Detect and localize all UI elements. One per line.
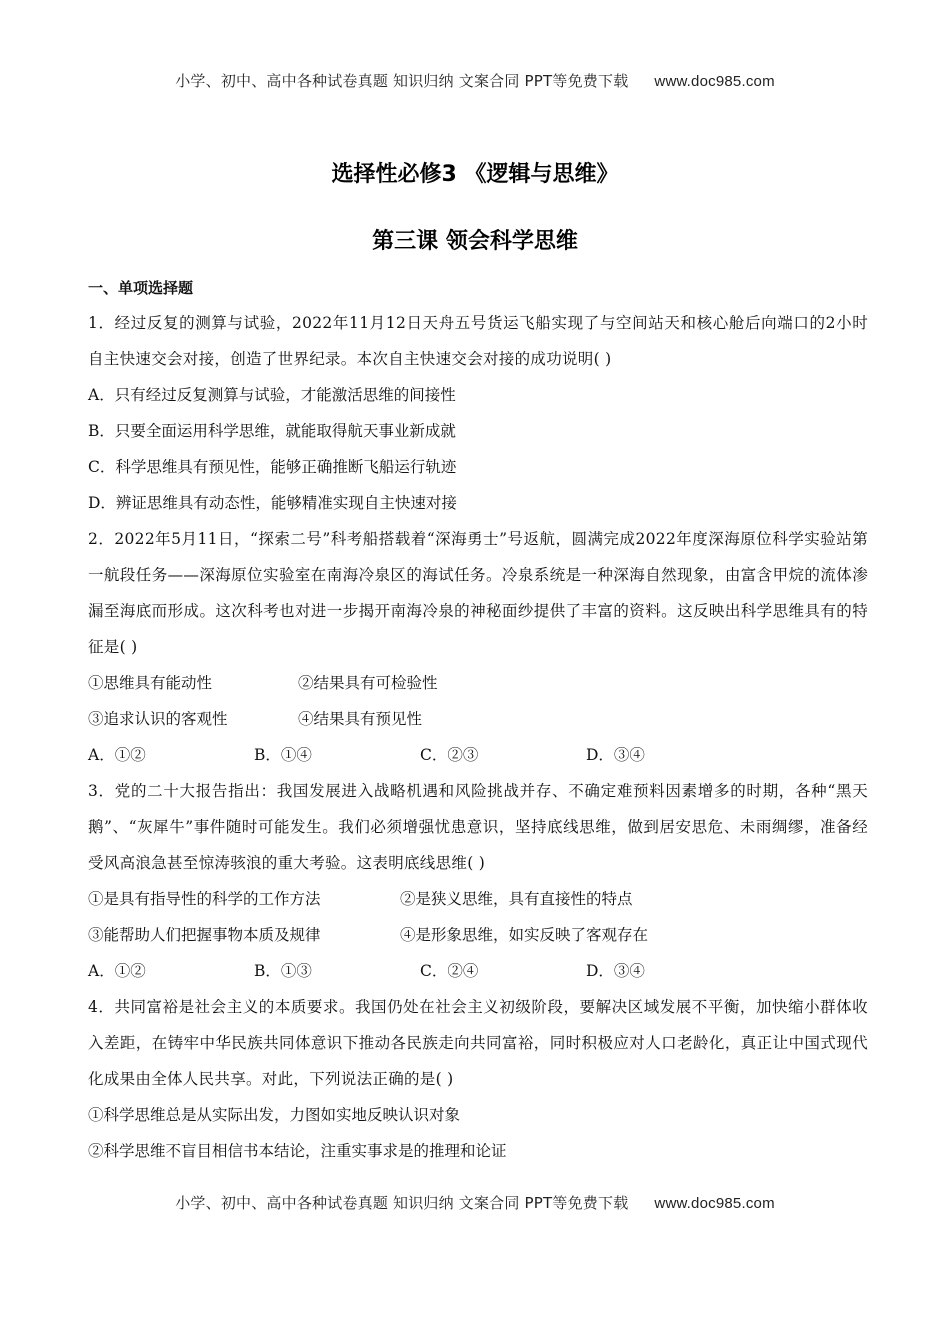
question-2-answer-d: D．③④ <box>586 746 645 764</box>
question-2-item-2: ②结果具有可检验性 <box>298 674 438 692</box>
question-2-answers <box>88 737 868 773</box>
question-3-item-2: ②是狭义思维，具有直接性的特点 <box>400 890 633 908</box>
question-3-answer-b: B．①③ <box>254 962 312 980</box>
question-list <box>88 277 868 1169</box>
page-header <box>0 70 950 91</box>
question-1-option-d: D．辨证思维具有动态性，能够精准实现自主快速对接 <box>88 494 457 512</box>
question-1-stem: 1．经过反复的测算与试验，2022年11月12日天舟五号货运飞船实现了与空间站天和核心舱后向端口的2小时自主快速交会对接，创造了世界纪录。本次自主快速交会对接的成功说明( ) <box>88 314 868 368</box>
section-heading: 一、单项选择题 <box>88 279 194 297</box>
question-3-answer-a: A．①② <box>88 962 146 980</box>
question-3-answers <box>88 953 868 989</box>
question-2-items-row-2 <box>88 701 868 737</box>
question-2-item-3: ③追求认识的客观性 <box>88 710 228 728</box>
header-site-link[interactable]: www.doc985.com <box>654 73 775 90</box>
footer-site-link[interactable]: www.doc985.com <box>654 1195 775 1212</box>
lesson-title: 第三课 领会科学思维 <box>372 229 578 254</box>
question-4-stem: 4．共同富裕是社会主义的本质要求。我国仍处在社会主义初级阶段，要解决区域发展不平衡，加快缩小群体收入差距，在铸牢中华民族共同体意识下推动各民族走向共同富裕，同时积极应对人口老龄化，真正让中国式现代化成果由全体人民共享。对此，下列说法正确的是( ) <box>88 998 868 1088</box>
question-4-item-1: ①科学思维总是从实际出发，力图如实地反映认识对象 <box>88 1106 461 1124</box>
question-3-answer-c: C．②④ <box>420 962 479 980</box>
question-2-item-4: ④结果具有预见性 <box>298 710 423 728</box>
question-3-items-row-2 <box>88 917 868 953</box>
document-title: 选择性必修3 《逻辑与思维》 <box>331 162 619 187</box>
question-3-item-4: ④是形象思维，如实反映了客观存在 <box>400 926 649 944</box>
question-1-option-c: C．科学思维具有预见性，能够正确推断飞船运行轨迹 <box>88 458 457 476</box>
question-2-stem: 2．2022年5月11日，“探索二号”科考船搭载着“深海勇士”号返航，圆满完成2022年度深海原位科学实验站第一航段任务——深海原位实验室在南海冷泉区的海试任务。冷泉系统是一种深海自然现象，由富含甲烷的流体渗漏至海底而形成。这次科考也对进一步揭开南海冷泉的神秘面纱提供了丰富的资料。这反映出科学思维具有的特征是( ) <box>88 530 868 656</box>
question-3-answer-d: D．③④ <box>586 962 645 980</box>
page-footer <box>0 1192 950 1213</box>
footer-text: 小学、初中、高中各种试卷真题 知识归纳 文案合同 PPT等免费下载 <box>175 1194 629 1212</box>
question-3-stem: 3．党的二十大报告指出：我国发展进入战略机遇和风险挑战并存、不确定难预料因素增多的时期，各种“黑天鹅”、“灰犀牛”事件随时可能发生。我们必须增强忧患意识，坚持底线思维，做到居安思危、未雨绸缪，准备经受风高浪急甚至惊涛骇浪的重大考验。这表明底线思维( ) <box>88 782 868 872</box>
question-1-option-a: A．只有经过反复测算与试验，才能激活思维的间接性 <box>88 386 456 404</box>
question-2-answer-c: C．②③ <box>420 746 479 764</box>
question-3-items-row-1 <box>88 881 868 917</box>
header-text: 小学、初中、高中各种试卷真题 知识归纳 文案合同 PPT等免费下载 <box>175 72 629 90</box>
question-3-item-3: ③能帮助人们把握事物本质及规律 <box>88 926 321 944</box>
question-2-item-1: ①思维具有能动性 <box>88 674 213 692</box>
question-1-option-b: B．只要全面运用科学思维，就能取得航天事业新成就 <box>88 422 456 440</box>
question-2-items-row-1 <box>88 665 868 701</box>
question-3-item-1: ①是具有指导性的科学的工作方法 <box>88 890 321 908</box>
question-4-item-2: ②科学思维不盲目相信书本结论，注重实事求是的推理和论证 <box>88 1142 507 1160</box>
question-2-answer-b: B．①④ <box>254 746 312 764</box>
question-2-answer-a: A．①② <box>88 746 146 764</box>
